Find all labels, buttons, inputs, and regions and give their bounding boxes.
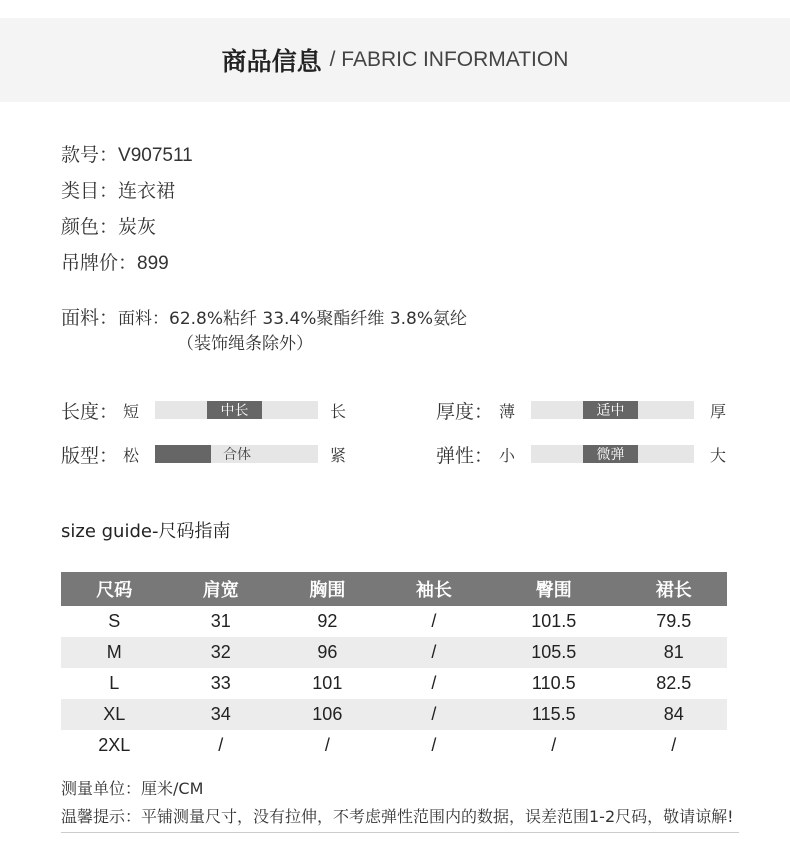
price-line: [61, 251, 169, 276]
table-cell: L: [109, 673, 120, 693]
length-selected: 中长: [207, 401, 262, 419]
header-size: 尺码: [61, 572, 168, 606]
table-cell: /: [671, 735, 677, 755]
table-cell: /: [324, 735, 330, 755]
table-cell: /: [431, 735, 437, 755]
fabric-content: 面料：62.8%粘纤 33.4%聚酯纤维 3.8%氨纶: [118, 309, 468, 329]
header-sleeve: 袖长: [381, 572, 488, 606]
fit-max: 紧: [330, 445, 347, 465]
measure-unit-note: 测量单位：厘米/CM: [61, 779, 204, 798]
table-cell: 101.5: [531, 611, 577, 631]
header-bust: 胸围: [274, 572, 381, 606]
table-cell: S: [108, 611, 121, 631]
table-cell: 110.5: [531, 673, 576, 693]
table-cell: /: [431, 611, 437, 631]
table-row: [61, 637, 727, 668]
table-cell: /: [551, 735, 557, 755]
table-cell: /: [381, 637, 488, 668]
thickness-bar: [531, 401, 694, 419]
color-value: 炭灰: [118, 216, 157, 238]
elasticity-scale: [436, 442, 736, 466]
fabric-note: （装饰绳条除外）: [177, 334, 313, 354]
elasticity-max: 大: [710, 445, 727, 465]
table-cell: /: [431, 673, 437, 693]
size-table-header-row: [61, 572, 727, 606]
length-max: 长: [330, 401, 347, 421]
thickness-max: 厚: [710, 401, 727, 421]
category-line: [61, 179, 175, 203]
elasticity-min: 小: [499, 445, 516, 465]
table-cell: 82.5: [656, 673, 692, 693]
length-bar: [155, 401, 318, 419]
table-cell: 96: [274, 637, 381, 668]
style-number-label: 款号：: [61, 144, 119, 166]
category-label: 类目：: [61, 180, 119, 202]
table-cell: 81: [620, 637, 727, 668]
size-table: [61, 572, 727, 761]
color-label: 颜色：: [61, 216, 119, 238]
table-row: [61, 699, 727, 730]
price-value: 899: [137, 253, 169, 274]
fabric-composition: [61, 306, 468, 354]
length-min: 短: [123, 401, 140, 421]
section-header: [0, 18, 790, 102]
header-hip: 臀围: [487, 572, 620, 606]
table-cell: 2XL: [98, 735, 131, 755]
table-row: [61, 668, 727, 699]
fit-bar: [155, 445, 318, 463]
thickness-min: 薄: [499, 401, 516, 421]
color-line: [61, 215, 156, 239]
table-cell: 105.5: [487, 637, 620, 668]
elasticity-label: 弹性：: [436, 444, 494, 467]
thickness-selected: 适中: [583, 401, 638, 419]
table-row: [61, 730, 727, 761]
table-cell: 115.5: [487, 699, 620, 730]
fabric-label: 面料：: [61, 307, 119, 329]
price-label: 吊牌价：: [61, 252, 138, 274]
style-number-value: V907511: [118, 145, 193, 166]
footer-divider: [61, 832, 739, 833]
table-cell: XL: [61, 699, 168, 730]
fit-min: 松: [123, 445, 140, 465]
elasticity-bar: [531, 445, 694, 463]
style-number-line: [61, 143, 193, 168]
fit-label: 版型：: [61, 444, 119, 467]
size-guide-title: size guide-尺码指南: [61, 521, 231, 542]
measure-tip-note: 温馨提示：平铺测量尺寸，没有拉伸，不考虑弹性范围内的数据，误差范围1-2尺码，敬请谅解!: [61, 807, 734, 826]
fit-scale: [61, 442, 391, 466]
elasticity-selected: 微弹: [583, 445, 638, 463]
header-title-en: / FABRIC INFORMATION: [329, 48, 569, 71]
table-row: [61, 606, 727, 637]
table-cell: 84: [620, 699, 727, 730]
length-label: 长度：: [61, 400, 119, 423]
header-skirt-length: 裙长: [620, 572, 727, 606]
thickness-scale: [436, 398, 736, 422]
table-cell: /: [381, 699, 488, 730]
header-shoulder: 肩宽: [168, 572, 275, 606]
category-value: 连衣裙: [118, 180, 176, 202]
table-cell: 101: [312, 673, 343, 693]
thickness-label: 厚度：: [436, 400, 494, 423]
header-title-cn: 商品信息: [221, 47, 322, 76]
table-cell: 106: [274, 699, 381, 730]
table-cell: 31: [210, 611, 231, 631]
fit-fill: [155, 445, 211, 463]
length-scale: [61, 398, 391, 422]
fit-selected: 合体: [223, 447, 251, 463]
table-cell: 33: [210, 673, 231, 693]
table-cell: 34: [168, 699, 275, 730]
table-cell: M: [61, 637, 168, 668]
table-cell: 92: [317, 611, 338, 631]
table-cell: /: [218, 735, 224, 755]
table-cell: 32: [168, 637, 275, 668]
table-cell: 79.5: [656, 611, 692, 631]
